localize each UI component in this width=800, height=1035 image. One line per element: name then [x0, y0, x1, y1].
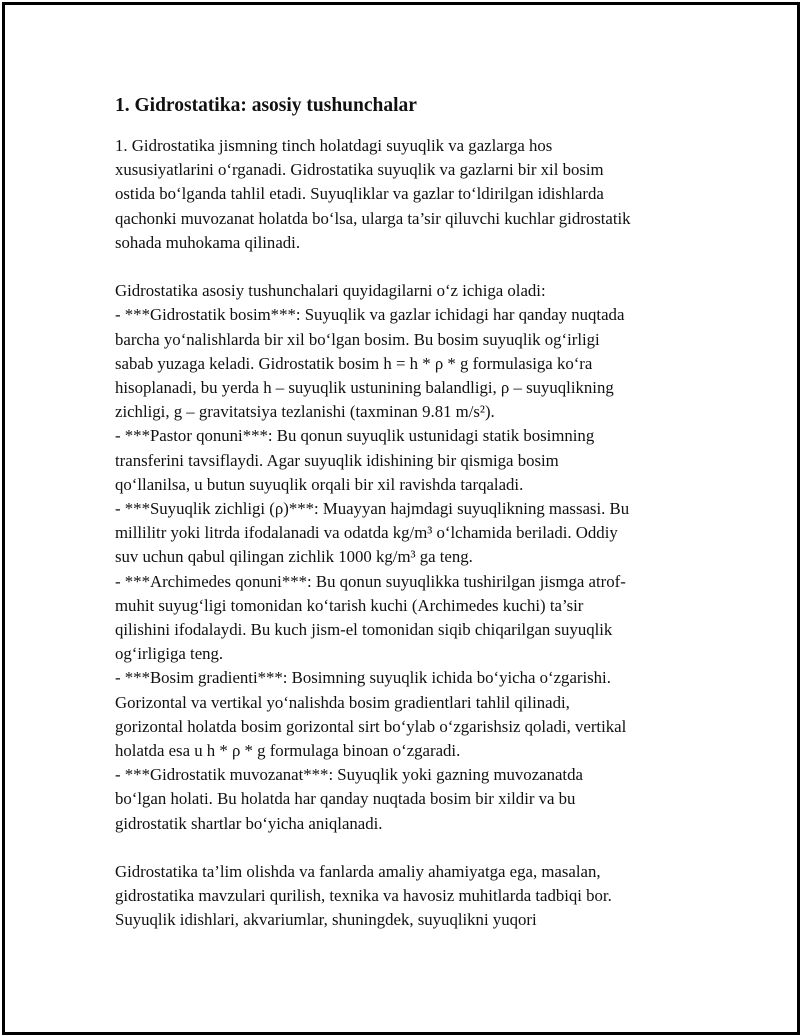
list-intro: Gidrostatika asosiy tushunchalari quyidagilarni o‘z ichiga oladi: [115, 281, 546, 301]
list-item-fluid-density: - ***Suyuqlik zichligi (ρ)***: Muayyan hajmdagi suyuqlikning massasi. Bu millilitr yoki litrda ifodalanadi va odatda kg/m³ o‘lchamida beriladi. Oddiy suv uchun qabul qilingan zichlik 1000 kg/m³ ga teng. [115, 499, 630, 567]
list-item-archimedes-law: - ***Archimedes qonuni***: Bu qonun suyuqlikka tushirilgan jismga atrof- muhit suyug‘ligi tomonidan ko‘tarish kuchi (Archimedes kuchi) ta’sir qilishini ifodalaydi. Bu kuch jism-el tomonidan siqib chiqarilgan suyuqlik og‘irligiga teng. [115, 571, 626, 664]
paragraph-spacer [115, 836, 695, 860]
section-heading: 1. Gidrostatika: asosiy tushunchalar [115, 95, 417, 116]
list-item-hydrostatic-pressure: - ***Gidrostatik bosim***: Suyuqlik va gazlar ichidagi har qanday nuqtada barcha yo‘nalishlarda bir xil bo‘lgan bosim. Bu bosim suyuqlik og‘irligi sabab yuzaga keladi. Gidrostatik bosim h = h * ρ * g formulasiga ko‘ra hisoplanadi, bu yerda h – suyuqlik ustunining balandligi, ρ – suyuqlikning zichligi, g – gravitatsiya tezlanishi (taxminan 9.81 m/s²). [115, 305, 625, 422]
list-item-pastor-law: - ***Pastor qonuni***: Bu qonun suyuqlik ustunidagi statik bosimning transferini tavsiflaydi. Agar suyuqlik idishining bir qismiga bosim qo‘llanilsa, u butun suyuqlik orqali bir xil ravishda tarqaladi. [115, 426, 595, 494]
document-body [115, 92, 695, 933]
closing-paragraph: Gidrostatika ta’lim olishda va fanlarda amaliy ahamiyatga ega, masalan, gidrostatika mavzulari qurilish, texnika va havosiz muhitlarda tadbiqi bor. Suyuqlik idishlari, akvariumlar, shuningdek, suyuqlikni yuqori [115, 862, 612, 930]
list-item-pressure-gradient: - ***Bosim gradienti***: Bosimning suyuqlik ichida bo‘yicha o‘zgarishi. Gorizontal va vertikal yo‘nalishda bosim gradientlari tahlil qilinadi, gorizontal holatda bosim gorizontal sirt bo‘ylab o‘zgarishsiz qoladi, vertikal holatda esa u h * ρ * g formulaga binoan o‘zgaradi. [115, 668, 627, 761]
list-item-hydrostatic-equilibrium: - ***Gidrostatik muvozanat***: Suyuqlik yoki gazning muvozanatda bo‘lgan holati. Bu holatda har qanday nuqtada bosim bir xildir va bu gidrostatik shartlar bo‘yicha aniqlanadi. [115, 765, 583, 833]
intro-paragraph: 1. Gidrostatika jismning tinch holatdagi suyuqlik va gazlarga hos xususiyatlarini o‘rganadi. Gidrostatika suyuqlik va gazlarni bir xil bosim ostida bo‘lganda tahlil etadi. Suyuqliklar va gazlar to‘ldirilgan idishlarda qachonki muvozanat holatda bo‘lsa, ularga ta’sir qiluvchi kuchlar gidrostatik sohada muhokama qilinadi. [115, 136, 631, 252]
paragraph-spacer [115, 255, 695, 279]
